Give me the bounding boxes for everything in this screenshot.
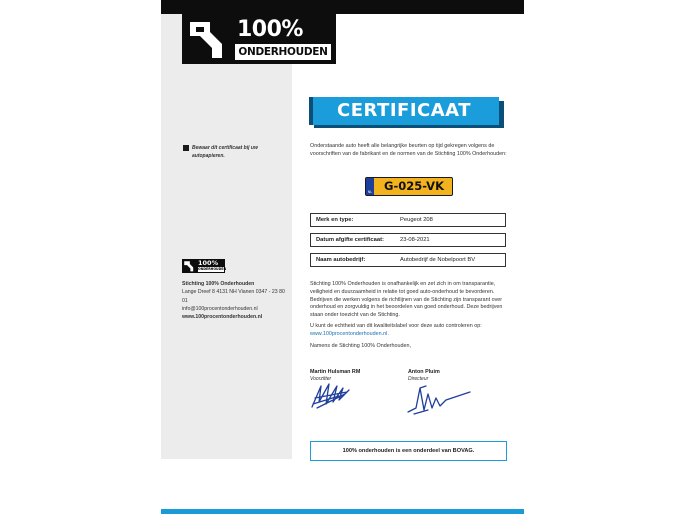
certificate-page: [161, 0, 524, 514]
row-label: Merk en type:: [316, 217, 354, 223]
plate-number: G-025-VK: [384, 179, 444, 193]
certificate-banner: [309, 97, 499, 125]
row-value: Peugeot 208: [400, 217, 433, 223]
brand-percent: 100%: [237, 17, 303, 42]
contact-name: Stichting 100% Onderhouden: [182, 281, 255, 287]
plate-country: NL: [367, 190, 373, 194]
signatory-1-name: Martin Hulsman RM: [310, 369, 361, 375]
body-text: Stichting 100% Onderhouden is onafhankelijk en zet zich in om transparantie, veiligheid en duurzaamheid in relatie tot goed auto-onderhoud te bevorderen. Bedrijven die werken volgens de richtlijnen van de Stichting zijn transparant over onderhoud en zorgvuldig in het beoordelen van goed onderhoud. Deze bedrijven staan onder toezicht van de Stichting.: [310, 281, 503, 319]
brand-wordmark-small: ONDERHOUDEN: [198, 267, 227, 271]
signatory-1-role: Voorzitter: [310, 376, 332, 382]
signatory-2-name: Anton Pluim: [408, 369, 440, 375]
on-behalf-text: Namens de Stichting 100% Onderhouden,: [310, 343, 411, 349]
footer-note: 100% onderhouden is een onderdeel van BOVAG.: [310, 441, 507, 461]
row-label: Naam autobedrijf:: [316, 257, 366, 263]
bottom-bar: [161, 509, 524, 514]
row-label: Datum afgifte certificaat:: [316, 237, 384, 243]
table-row: [310, 233, 506, 247]
eu-flag-icon: [366, 178, 374, 195]
contact-address: Lange Dreef 8 4131 NH Vianen 0347 - 23 80 01: [182, 289, 285, 304]
contact-website[interactable]: www.100procentonderhouden.nl: [182, 314, 263, 320]
contact-email[interactable]: info@100procentonderhouden.nl: [182, 305, 258, 312]
table-row: [310, 253, 506, 267]
contact-block: [182, 280, 287, 320]
brand-logo: [182, 14, 336, 64]
wrench-logo-icon: [182, 14, 232, 64]
row-value: 23-08-2021: [400, 237, 430, 243]
verify-text: [310, 323, 507, 339]
note-bullet-icon: [183, 145, 189, 151]
sidebar: [161, 14, 292, 459]
signature-2-icon: [406, 380, 472, 418]
brand-wordmark: ONDERHOUDEN: [235, 44, 331, 60]
row-value: Autobedrijf de Nobelpoort BV: [400, 257, 476, 263]
top-bar: [161, 0, 524, 14]
signatory-2-role: Directeur: [408, 376, 429, 382]
verify-label: U kunt de echtheid van dit kwaliteitslabel voor deze auto controleren op:: [310, 323, 482, 329]
table-row: [310, 213, 506, 227]
sidebar-note: Bewaar dit certificaat bij uw autopapieren.: [192, 145, 258, 159]
wrench-logo-small-icon: [182, 259, 196, 273]
brand-logo-small: [182, 259, 225, 273]
intro-text: Onderstaande auto heeft alle belangrijke beurten op tijd gekregen volgens de voorschriften van de fabrikant en de normen van de Stichting 100% Onderhouden:: [310, 143, 507, 157]
certificate-title: CERTIFICAAT: [337, 100, 471, 121]
brand-percent-small: 100%: [198, 259, 219, 267]
verify-link[interactable]: www.100procentonderhouden.nl.: [310, 330, 389, 337]
signature-1-icon: [309, 380, 353, 410]
license-plate: [365, 177, 453, 196]
